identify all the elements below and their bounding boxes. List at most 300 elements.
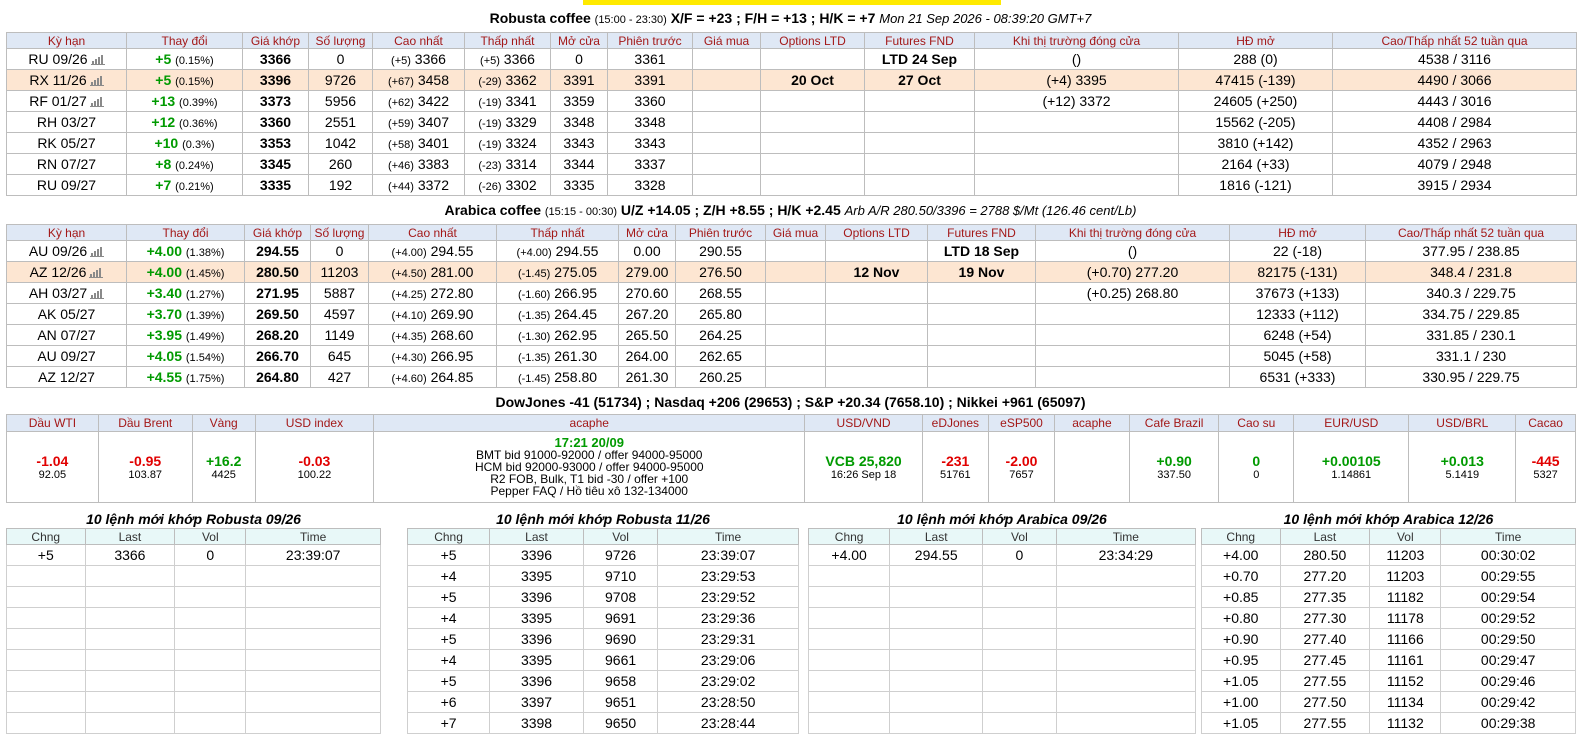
chart-icon[interactable] <box>90 246 104 257</box>
range-52-week: 4443 / 3016 <box>1333 91 1577 112</box>
high-cell <box>373 133 465 154</box>
market-header: acaphe <box>1055 415 1130 432</box>
market-close-cell <box>975 112 1179 133</box>
trade-volume <box>175 713 246 734</box>
trade-time: 23:39:07 <box>246 545 381 566</box>
open-interest: 47415 (-139) <box>1179 70 1333 91</box>
trade-volume <box>983 566 1057 587</box>
last-price: 3345 <box>243 154 309 175</box>
contract-term[interactable]: RK 05/27 <box>37 135 96 151</box>
contract-term-cell[interactable] <box>7 91 127 112</box>
futures-fnd <box>865 154 975 175</box>
trade-row <box>7 587 381 608</box>
contract-term[interactable]: RU 09/26 <box>28 51 88 67</box>
quote-row <box>7 112 1577 133</box>
market-close-cell <box>975 133 1179 154</box>
trade-column-header: Time <box>658 529 799 545</box>
low-change: (-1.45) <box>517 373 551 385</box>
trade-volume: 9691 <box>583 608 657 629</box>
trade-row <box>1202 545 1576 566</box>
chart-icon[interactable] <box>90 75 104 86</box>
trade-volume: 0 <box>175 545 246 566</box>
contract-term[interactable]: AN 07/27 <box>37 327 96 343</box>
trade-table <box>6 528 381 734</box>
change-cell <box>127 70 243 91</box>
trade-last: 3396 <box>490 671 584 692</box>
acaphe-line: R2 FOB, Bulk, T1 bid -30 / offer +100 <box>490 472 689 486</box>
high-price: 3458 <box>417 72 450 88</box>
brent-change: -0.95 <box>129 453 162 469</box>
trade-time: 00:30:02 <box>1441 545 1576 566</box>
trade-last: 3395 <box>490 566 584 587</box>
usdvnd-cell <box>805 432 922 503</box>
trade-time <box>1056 566 1195 587</box>
high-change: (+44) <box>387 181 414 193</box>
volume: 11203 <box>311 262 369 283</box>
trade-change: +4.00 <box>1202 545 1281 566</box>
contract-term-cell[interactable] <box>7 112 127 133</box>
trade-row <box>7 566 381 587</box>
trade-change <box>7 650 86 671</box>
high-change: (+4.25) <box>391 289 427 301</box>
high-cell <box>373 70 465 91</box>
contract-term-cell[interactable] <box>7 346 127 367</box>
trade-volume: 9708 <box>583 587 657 608</box>
trade-change: +5 <box>408 629 490 650</box>
trade-row <box>809 566 1196 587</box>
last-price: 3366 <box>243 49 309 70</box>
high-cell <box>369 325 497 346</box>
trade-time: 00:29:54 <box>1441 587 1576 608</box>
trade-panel <box>1201 510 1576 734</box>
trade-volume <box>983 713 1057 734</box>
trade-change <box>7 608 86 629</box>
acaphe-time: 17:21 20/09 <box>554 435 624 450</box>
contract-term[interactable]: AU 09/27 <box>37 348 96 364</box>
trade-volume: 11152 <box>1370 671 1441 692</box>
arabica-title: Arabica coffee <box>444 202 541 218</box>
futures-fnd <box>865 175 975 196</box>
robusta-spreads: X/F = +23 ; F/H = +13 ; H/K = +7 <box>670 10 876 26</box>
trade-column-header: Last <box>85 529 175 545</box>
trade-row <box>809 650 1196 671</box>
contract-term[interactable]: AZ 12/26 <box>29 264 87 280</box>
contract-term-cell[interactable] <box>7 133 127 154</box>
open-price: 0 <box>551 49 608 70</box>
contract-term[interactable]: AK 05/27 <box>37 306 96 322</box>
change-value: +4.05 <box>146 348 182 364</box>
close-change: (+0.70) <box>1086 264 1132 280</box>
usdbrl-change: +0.013 <box>1440 453 1484 469</box>
chart-icon[interactable] <box>91 54 105 65</box>
edjones-value: 51761 <box>940 469 971 481</box>
high-change: (+62) <box>387 97 414 109</box>
market-header: EUR/USD <box>1294 415 1409 432</box>
futures-fnd: LTD 24 Sep <box>865 49 975 70</box>
trade-panel-title: 10 lệnh mới khớp Robusta 11/26 <box>496 511 710 527</box>
contract-term[interactable]: AZ 12/27 <box>38 369 95 385</box>
trade-last <box>890 671 983 692</box>
trade-table <box>407 528 799 734</box>
trade-time <box>1056 650 1195 671</box>
low-price: 258.80 <box>554 369 598 385</box>
markets-header-row <box>7 415 1576 432</box>
quote-row <box>7 241 1577 262</box>
trade-change: +5 <box>7 545 86 566</box>
options-ltd <box>761 175 865 196</box>
high-price: 266.95 <box>430 348 474 364</box>
trade-volume: 9690 <box>583 629 657 650</box>
usdbrl-value: 5.1419 <box>1445 469 1480 481</box>
brazil-value: 337.50 <box>1157 469 1191 481</box>
trade-row <box>7 608 381 629</box>
trade-column-header: Last <box>890 529 983 545</box>
last-price: 3396 <box>243 70 309 91</box>
trade-column-header: Vol <box>175 529 246 545</box>
trade-change: +1.00 <box>1202 692 1281 713</box>
trade-time <box>246 608 381 629</box>
trade-time: 23:28:50 <box>658 692 799 713</box>
range-52-week: 3915 / 2934 <box>1333 175 1577 196</box>
acaphe-cell <box>374 432 805 503</box>
last-price: 264.80 <box>245 367 311 388</box>
contract-term-cell[interactable] <box>7 262 127 283</box>
low-change: (+4.00) <box>516 247 552 259</box>
low-cell <box>465 70 551 91</box>
trade-volume <box>983 671 1057 692</box>
bid-price <box>693 91 761 112</box>
change-cell <box>127 283 245 304</box>
trade-change <box>7 566 86 587</box>
column-header: Futures FND <box>865 33 975 49</box>
high-change: (+67) <box>387 76 414 88</box>
previous-close: 276.50 <box>676 262 766 283</box>
high-cell <box>373 49 465 70</box>
previous-close: 3360 <box>608 91 693 112</box>
column-header: Kỳ hạn <box>7 225 127 241</box>
trade-change <box>809 713 890 734</box>
contract-term-cell[interactable] <box>7 367 127 388</box>
options-ltd <box>826 304 928 325</box>
trade-column-header: Vol <box>1370 529 1441 545</box>
market-close-cell <box>1036 241 1230 262</box>
options-ltd: 12 Nov <box>826 262 928 283</box>
rubber-value: 0 <box>1253 469 1260 481</box>
close-price: 277.20 <box>1135 264 1179 280</box>
open-price: 265.50 <box>619 325 676 346</box>
futures-fnd: 27 Oct <box>865 70 975 91</box>
trade-last: 3398 <box>490 713 584 734</box>
trade-change: +4 <box>408 608 490 629</box>
range-52-week: 331.85 / 230.1 <box>1366 325 1577 346</box>
chart-icon[interactable] <box>90 96 104 107</box>
trade-panel-title: 10 lệnh mới khớp Arabica 12/26 <box>1283 511 1494 527</box>
high-price: 3422 <box>417 93 450 109</box>
open-interest: 12333 (+112) <box>1230 304 1366 325</box>
high-price: 3383 <box>417 156 450 172</box>
trade-time <box>1056 692 1195 713</box>
options-ltd <box>826 346 928 367</box>
trade-change <box>809 692 890 713</box>
trade-last <box>85 692 175 713</box>
previous-close: 3361 <box>608 49 693 70</box>
change-percent: (0.36%) <box>179 118 218 130</box>
close-price: 3372 <box>1079 93 1111 109</box>
contract-term-cell[interactable] <box>7 241 127 262</box>
change-percent: (1.27%) <box>185 289 225 301</box>
trade-row <box>408 566 799 587</box>
change-cell <box>127 175 243 196</box>
quote-row <box>7 304 1577 325</box>
market-header: Dầu Brent <box>98 415 192 432</box>
contract-term-cell[interactable] <box>7 154 127 175</box>
low-price: 3324 <box>505 135 537 151</box>
usdbrl-cell <box>1409 432 1516 503</box>
open-price: 264.00 <box>619 346 676 367</box>
contract-term-cell[interactable] <box>7 70 127 91</box>
low-change: (-1.35) <box>517 352 551 364</box>
contract-term[interactable]: AU 09/26 <box>28 243 88 259</box>
trade-change: +1.05 <box>1202 671 1281 692</box>
high-change: (+4.60) <box>391 373 427 385</box>
column-header: Kỳ hạn <box>7 33 127 49</box>
low-change: (-19) <box>478 97 502 109</box>
contract-term[interactable]: RF 01/27 <box>29 93 87 109</box>
contract-term[interactable]: RH 03/27 <box>36 114 97 130</box>
trade-panel-title: 10 lệnh mới khớp Arabica 09/26 <box>897 511 1107 527</box>
trade-row <box>408 650 799 671</box>
trade-last <box>85 587 175 608</box>
cacao-cell <box>1516 432 1576 503</box>
contract-term[interactable]: RN 07/27 <box>36 156 97 172</box>
column-header: HĐ mở <box>1179 33 1333 49</box>
range-52-week: 330.95 / 229.75 <box>1366 367 1577 388</box>
trade-last: 277.40 <box>1280 629 1370 650</box>
trade-time <box>246 692 381 713</box>
high-cell <box>369 346 497 367</box>
change-value: +3.40 <box>146 285 182 301</box>
change-percent: (0.3%) <box>182 139 215 151</box>
trade-change <box>7 671 86 692</box>
trade-time: 23:29:02 <box>658 671 799 692</box>
column-header: Futures FND <box>928 225 1036 241</box>
open-price: 3343 <box>551 133 608 154</box>
column-header: Khi thị trường đóng cửa <box>1036 225 1230 241</box>
close-price: 3395 <box>1075 72 1107 88</box>
acaphe-line: HCM bid 92000-93000 / offer 94000-95000 <box>474 460 704 474</box>
contract-term-cell[interactable] <box>7 175 127 196</box>
trade-time <box>246 566 381 587</box>
bid-price <box>766 262 826 283</box>
range-52-week: 377.95 / 238.85 <box>1366 241 1577 262</box>
recent-trades-section <box>6 510 1576 736</box>
trade-row <box>7 650 381 671</box>
trade-last: 3395 <box>490 650 584 671</box>
market-close-cell <box>975 70 1179 91</box>
change-cell <box>127 112 243 133</box>
options-ltd <box>826 367 928 388</box>
close-price: () <box>1127 243 1138 259</box>
high-change: (+59) <box>387 118 414 130</box>
close-change: (+12) <box>1042 93 1076 109</box>
change-value: +8 <box>155 156 172 172</box>
trade-time: 23:29:53 <box>658 566 799 587</box>
open-price: 3344 <box>551 154 608 175</box>
futures-fnd <box>928 304 1036 325</box>
change-percent: (1.38%) <box>185 247 225 259</box>
wti-value: 92.05 <box>38 469 67 481</box>
arabica-header-row <box>7 225 1577 241</box>
chart-icon[interactable] <box>90 288 104 299</box>
bid-price <box>766 325 826 346</box>
trade-time: 00:29:46 <box>1441 671 1576 692</box>
trade-last: 277.45 <box>1280 650 1370 671</box>
markets-values-row <box>7 432 1576 503</box>
trade-volume <box>983 692 1057 713</box>
change-cell <box>127 325 245 346</box>
trade-change: +5 <box>408 671 490 692</box>
high-cell <box>373 175 465 196</box>
trade-change <box>809 671 890 692</box>
contract-term-cell[interactable] <box>7 304 127 325</box>
trade-volume: 9710 <box>583 566 657 587</box>
trade-volume <box>175 587 246 608</box>
trade-volume <box>175 650 246 671</box>
contract-term-cell[interactable] <box>7 49 127 70</box>
open-price: 3335 <box>551 175 608 196</box>
trade-row <box>1202 566 1576 587</box>
low-cell <box>497 325 619 346</box>
trade-change <box>7 692 86 713</box>
trade-change: +5 <box>408 545 490 566</box>
trade-volume: 11203 <box>1370 566 1441 587</box>
trade-change <box>809 650 890 671</box>
change-value: +7 <box>155 177 172 193</box>
trade-last: 3366 <box>85 545 175 566</box>
bid-price <box>766 304 826 325</box>
previous-close: 260.25 <box>676 367 766 388</box>
change-value: +13 <box>151 93 176 109</box>
trade-last <box>890 713 983 734</box>
previous-close: 3348 <box>608 112 693 133</box>
futures-fnd: LTD 18 Sep <box>928 241 1036 262</box>
trade-last <box>85 608 175 629</box>
last-price: 280.50 <box>245 262 311 283</box>
open-price: 3359 <box>551 91 608 112</box>
top-banner <box>583 0 1001 5</box>
column-header: Giá mua <box>693 33 761 49</box>
esp500-change: -2.00 <box>1005 453 1038 469</box>
trade-header-row <box>408 529 799 545</box>
low-cell <box>465 154 551 175</box>
high-change: (+46) <box>387 160 414 172</box>
high-change: (+4.10) <box>391 310 427 322</box>
trade-panel-title: 10 lệnh mới khớp Robusta 09/26 <box>86 511 301 527</box>
eurusd-cell <box>1294 432 1409 503</box>
trade-header-row <box>7 529 381 545</box>
quote-row <box>7 175 1577 196</box>
trade-volume: 11178 <box>1370 608 1441 629</box>
trade-change: +1.05 <box>1202 713 1281 734</box>
trade-volume <box>175 671 246 692</box>
trade-row <box>809 545 1196 566</box>
high-cell <box>373 154 465 175</box>
trade-panel <box>407 510 799 734</box>
column-header: Mở cửa <box>551 33 608 49</box>
quote-row <box>7 154 1577 175</box>
contract-term[interactable]: RX 11/26 <box>29 72 87 88</box>
previous-close: 3343 <box>608 133 693 154</box>
trade-last: 3396 <box>490 545 584 566</box>
trade-change: +4 <box>408 566 490 587</box>
low-change: (+5) <box>480 55 500 67</box>
open-interest: 6531 (+333) <box>1230 367 1366 388</box>
change-value: +10 <box>154 135 179 151</box>
trade-column-header: Time <box>1056 529 1195 545</box>
trade-time: 00:29:38 <box>1441 713 1576 734</box>
high-change: (+4.35) <box>391 331 427 343</box>
trade-time <box>1056 587 1195 608</box>
market-close-cell <box>1036 262 1230 283</box>
market-close-cell <box>1036 367 1230 388</box>
high-price: 3366 <box>414 51 446 67</box>
wti-cell <box>7 432 99 503</box>
low-price: 3341 <box>505 93 537 109</box>
market-header: Cafe Brazil <box>1129 415 1219 432</box>
trade-volume: 11166 <box>1370 629 1441 650</box>
trade-volume: 11182 <box>1370 587 1441 608</box>
change-percent: (1.45%) <box>185 268 225 280</box>
eurusd-change: +0.00105 <box>1321 453 1381 469</box>
column-header: Options LTD <box>826 225 928 241</box>
chart-icon[interactable] <box>89 267 103 278</box>
trade-last: 3397 <box>490 692 584 713</box>
change-percent: (0.39%) <box>179 97 218 109</box>
low-price: 275.05 <box>554 264 598 280</box>
bid-price <box>766 283 826 304</box>
trade-last: 3396 <box>490 629 584 650</box>
eurusd-value: 1.14861 <box>1331 469 1372 481</box>
market-header: USD index <box>255 415 373 432</box>
range-52-week: 4352 / 2963 <box>1333 133 1577 154</box>
change-value: +4.55 <box>146 369 182 385</box>
trade-row <box>809 629 1196 650</box>
volume: 4597 <box>311 304 369 325</box>
contract-term-cell[interactable] <box>7 283 127 304</box>
high-price: 272.80 <box>430 285 474 301</box>
trade-time <box>1056 629 1195 650</box>
trade-row <box>408 692 799 713</box>
trade-time: 23:34:29 <box>1056 545 1195 566</box>
indices-line: DowJones -41 (51734) ; Nasdaq +206 (29653) ; S&P +20.34 (7658.10) ; Nikkei +961 (65097) <box>495 394 1086 410</box>
column-header: Cao/Thấp nhất 52 tuần qua <box>1333 33 1577 49</box>
trade-volume <box>983 587 1057 608</box>
trade-change: +0.70 <box>1202 566 1281 587</box>
market-header: eSP500 <box>988 415 1054 432</box>
arabica-arb: Arb A/R 280.50/3396 = 2788 $/Mt (126.46 cent/Lb) <box>844 203 1137 218</box>
contract-term-cell[interactable] <box>7 325 127 346</box>
column-header: Khi thị trường đóng cửa <box>975 33 1179 49</box>
contract-term[interactable]: AH 03/27 <box>28 285 88 301</box>
contract-term[interactable]: RU 09/27 <box>36 177 97 193</box>
trade-change: +5 <box>408 587 490 608</box>
trade-time <box>246 650 381 671</box>
trade-row <box>809 671 1196 692</box>
usdvnd-time: 16:26 Sep 18 <box>830 469 897 481</box>
bid-price <box>766 346 826 367</box>
trade-change: +0.85 <box>1202 587 1281 608</box>
low-price: 3314 <box>505 156 537 172</box>
